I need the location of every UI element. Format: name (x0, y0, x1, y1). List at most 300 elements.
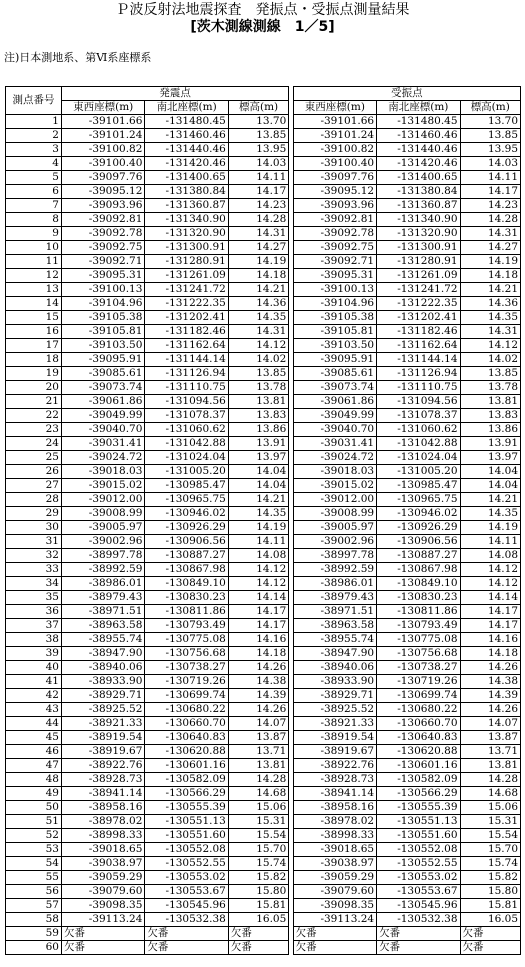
table-row (6, 563, 521, 577)
receiver-elevation: 14.28 (460, 773, 520, 787)
point-number: 18 (6, 353, 62, 367)
receiver-easting: -39097.76 (293, 171, 376, 185)
table-row (6, 885, 521, 899)
table-row (6, 577, 521, 591)
receiver-northing: -130965.75 (377, 493, 460, 507)
source-easting: -39100.40 (61, 157, 144, 171)
receiver-northing: -131320.90 (377, 227, 460, 241)
table-row (6, 535, 521, 549)
receiver-elevation: 13.83 (460, 409, 520, 423)
receiver-elevation: 14.21 (460, 493, 520, 507)
receiver-easting: -38919.67 (293, 745, 376, 759)
receiver-easting: -39079.60 (293, 885, 376, 899)
table-row (6, 815, 521, 829)
point-number: 39 (6, 647, 62, 661)
header-source: 発震点 (61, 87, 288, 101)
receiver-elevation: 14.39 (460, 689, 520, 703)
receiver-easting: -39100.82 (293, 143, 376, 157)
receiver-easting: -38997.78 (293, 549, 376, 563)
receiver-northing: -131202.41 (377, 311, 460, 325)
receiver-northing: -130566.29 (377, 787, 460, 801)
source-elevation: 16.05 (228, 913, 288, 927)
receiver-easting: -39049.99 (293, 409, 376, 423)
receiver-northing: -130660.70 (377, 717, 460, 731)
table-row (6, 871, 521, 885)
receiver-elevation: 15.31 (460, 815, 520, 829)
receiver-northing: -131380.84 (377, 185, 460, 199)
source-easting: -38986.01 (61, 577, 144, 591)
receiver-elevation: 15.81 (460, 899, 520, 913)
receiver-easting: -39038.97 (293, 857, 376, 871)
source-northing: -130566.29 (145, 787, 228, 801)
table-row (6, 633, 521, 647)
receiver-easting: -38940.06 (293, 661, 376, 675)
source-easting: -39100.82 (61, 143, 144, 157)
source-northing: -131094.56 (145, 395, 228, 409)
source-northing: -130545.96 (145, 899, 228, 913)
source-northing: -131005.20 (145, 465, 228, 479)
source-elevation: 14.19 (228, 521, 288, 535)
receiver-easting: -39092.71 (293, 255, 376, 269)
source-elevation: 14.14 (228, 591, 288, 605)
point-number: 35 (6, 591, 62, 605)
source-easting: -39092.78 (61, 227, 144, 241)
source-easting: -38979.43 (61, 591, 144, 605)
receiver-elevation: 14.11 (460, 535, 520, 549)
receiver-easting: -39008.99 (293, 507, 376, 521)
table-row (6, 717, 521, 731)
receiver-elevation: 14.12 (460, 563, 520, 577)
receiver-northing: -130926.29 (377, 521, 460, 535)
source-easting: -39038.97 (61, 857, 144, 871)
source-northing: -131400.65 (145, 171, 228, 185)
table-row (6, 241, 521, 255)
source-northing: -130552.55 (145, 857, 228, 871)
source-elevation: 13.91 (228, 437, 288, 451)
receiver-elevation: 14.23 (460, 199, 520, 213)
table-row-missing (6, 927, 521, 941)
table-row (6, 731, 521, 745)
source-easting: -38928.73 (61, 773, 144, 787)
point-number: 11 (6, 255, 62, 269)
point-number: 36 (6, 605, 62, 619)
source-elevation: 14.21 (228, 283, 288, 297)
receiver-easting: -38971.51 (293, 605, 376, 619)
source-northing: -130640.83 (145, 731, 228, 745)
receiver-easting: -39105.81 (293, 325, 376, 339)
source-elevation: 14.28 (228, 773, 288, 787)
source-northing: -131480.45 (145, 115, 228, 129)
source-northing: -131380.84 (145, 185, 228, 199)
source-elevation: 14.19 (228, 255, 288, 269)
table-row (6, 647, 521, 661)
source-easting: -39098.35 (61, 899, 144, 913)
receiver-easting: -39012.00 (293, 493, 376, 507)
source-elevation: 14.17 (228, 605, 288, 619)
source-easting: -39095.31 (61, 269, 144, 283)
source-easting: -39005.97 (61, 521, 144, 535)
receiver-northing: -130545.96 (377, 899, 460, 913)
receiver-elevation: 14.14 (460, 591, 520, 605)
source-elevation: 13.81 (228, 759, 288, 773)
source-easting: -39049.99 (61, 409, 144, 423)
receiver-easting: -39018.65 (293, 843, 376, 857)
point-number: 24 (6, 437, 62, 451)
source-elevation: 13.86 (228, 423, 288, 437)
table-row (6, 703, 521, 717)
receiver-easting: -38998.33 (293, 829, 376, 843)
table-row (6, 381, 521, 395)
point-number: 41 (6, 675, 62, 689)
receiver-easting: -39105.38 (293, 311, 376, 325)
receiver-elevation: 14.04 (460, 465, 520, 479)
source-elevation: 15.31 (228, 815, 288, 829)
point-number: 26 (6, 465, 62, 479)
source-elevation: 14.18 (228, 647, 288, 661)
point-number: 28 (6, 493, 62, 507)
table-row (6, 395, 521, 409)
source-elevation: 14.26 (228, 703, 288, 717)
table-row (6, 843, 521, 857)
source-elevation: 14.12 (228, 563, 288, 577)
source-northing: -131024.04 (145, 451, 228, 465)
source-elevation: 15.81 (228, 899, 288, 913)
receiver-easting: -39059.29 (293, 871, 376, 885)
source-northing: -131078.37 (145, 409, 228, 423)
receiver-easting: -38979.43 (293, 591, 376, 605)
source-easting: -38941.14 (61, 787, 144, 801)
source-easting: -38925.52 (61, 703, 144, 717)
table-row (6, 409, 521, 423)
missing-label: 欠番 (460, 941, 520, 955)
source-elevation: 14.35 (228, 311, 288, 325)
point-number: 10 (6, 241, 62, 255)
receiver-elevation: 14.36 (460, 297, 520, 311)
receiver-northing: -130867.98 (377, 563, 460, 577)
table-row (6, 549, 521, 563)
receiver-elevation: 13.78 (460, 381, 520, 395)
source-northing: -130926.29 (145, 521, 228, 535)
point-number: 9 (6, 227, 62, 241)
point-number: 12 (6, 269, 62, 283)
receiver-elevation: 14.19 (460, 255, 520, 269)
receiver-elevation: 13.87 (460, 731, 520, 745)
receiver-northing: -130738.27 (377, 661, 460, 675)
source-elevation: 14.02 (228, 353, 288, 367)
receiver-northing: -130849.10 (377, 577, 460, 591)
receiver-elevation: 14.16 (460, 633, 520, 647)
source-elevation: 13.71 (228, 745, 288, 759)
table-row-missing (6, 941, 521, 955)
source-easting: -38978.02 (61, 815, 144, 829)
receiver-elevation: 14.11 (460, 171, 520, 185)
receiver-elevation: 14.28 (460, 213, 520, 227)
point-number: 1 (6, 115, 62, 129)
receiver-easting: -39018.03 (293, 465, 376, 479)
source-northing: -131162.64 (145, 339, 228, 353)
receiver-easting: -39100.13 (293, 283, 376, 297)
source-easting: -38929.71 (61, 689, 144, 703)
source-elevation: 14.31 (228, 227, 288, 241)
receiver-northing: -130680.22 (377, 703, 460, 717)
source-northing: -130985.47 (145, 479, 228, 493)
receiver-elevation: 14.26 (460, 661, 520, 675)
receiver-northing: -130620.88 (377, 745, 460, 759)
receiver-elevation: 13.81 (460, 395, 520, 409)
receiver-easting: -38921.33 (293, 717, 376, 731)
source-easting: -38921.33 (61, 717, 144, 731)
receiver-easting: -39024.72 (293, 451, 376, 465)
header-receiver: 受振点 (293, 87, 520, 101)
source-northing: -131261.09 (145, 269, 228, 283)
point-number: 21 (6, 395, 62, 409)
source-elevation: 14.18 (228, 269, 288, 283)
source-easting: -39095.91 (61, 353, 144, 367)
receiver-easting: -38992.59 (293, 563, 376, 577)
receiver-northing: -131420.46 (377, 157, 460, 171)
point-number: 2 (6, 129, 62, 143)
source-elevation: 13.85 (228, 367, 288, 381)
receiver-easting: -38928.73 (293, 773, 376, 787)
source-northing: -131460.46 (145, 129, 228, 143)
source-northing: -130946.02 (145, 507, 228, 521)
source-easting: -39040.70 (61, 423, 144, 437)
source-northing: -131360.87 (145, 199, 228, 213)
point-number: 33 (6, 563, 62, 577)
receiver-northing: -130551.13 (377, 815, 460, 829)
source-easting: -39105.38 (61, 311, 144, 325)
source-northing: -131182.46 (145, 325, 228, 339)
point-number: 43 (6, 703, 62, 717)
receiver-northing: -130985.47 (377, 479, 460, 493)
header-source-northing: 南北座標(m) (145, 101, 228, 115)
missing-label: 欠番 (145, 941, 228, 955)
source-elevation: 14.39 (228, 689, 288, 703)
source-northing: -131144.14 (145, 353, 228, 367)
receiver-northing: -130553.02 (377, 871, 460, 885)
point-number: 44 (6, 717, 62, 731)
receiver-elevation: 14.17 (460, 619, 520, 633)
source-northing: -130965.75 (145, 493, 228, 507)
point-number: 52 (6, 829, 62, 843)
source-easting: -39018.65 (61, 843, 144, 857)
receiver-easting: -38958.16 (293, 801, 376, 815)
receiver-northing: -131094.56 (377, 395, 460, 409)
receiver-easting: -39005.97 (293, 521, 376, 535)
point-number: 8 (6, 213, 62, 227)
point-number: 38 (6, 633, 62, 647)
point-number: 15 (6, 311, 62, 325)
receiver-elevation: 14.27 (460, 241, 520, 255)
source-easting: -39061.86 (61, 395, 144, 409)
source-elevation: 14.21 (228, 493, 288, 507)
missing-label: 欠番 (145, 927, 228, 941)
point-number: 40 (6, 661, 62, 675)
header-receiver-elevation: 標高(m) (460, 101, 520, 115)
source-elevation: 14.04 (228, 465, 288, 479)
receiver-northing: -130719.26 (377, 675, 460, 689)
point-number: 32 (6, 549, 62, 563)
receiver-elevation: 14.12 (460, 339, 520, 353)
source-northing: -130906.56 (145, 535, 228, 549)
table-row (6, 227, 521, 241)
source-elevation: 15.82 (228, 871, 288, 885)
source-easting: -38992.59 (61, 563, 144, 577)
source-northing: -130660.70 (145, 717, 228, 731)
receiver-easting: -39095.91 (293, 353, 376, 367)
point-number: 19 (6, 367, 62, 381)
source-northing: -131320.90 (145, 227, 228, 241)
source-elevation: 14.38 (228, 675, 288, 689)
receiver-easting: -39092.75 (293, 241, 376, 255)
source-easting: -39002.96 (61, 535, 144, 549)
point-number: 50 (6, 801, 62, 815)
source-elevation: 14.08 (228, 549, 288, 563)
receiver-easting: -38941.14 (293, 787, 376, 801)
source-elevation: 14.28 (228, 213, 288, 227)
source-elevation: 15.70 (228, 843, 288, 857)
source-northing: -131280.91 (145, 255, 228, 269)
point-number: 57 (6, 899, 62, 913)
receiver-northing: -130552.08 (377, 843, 460, 857)
source-elevation: 14.26 (228, 661, 288, 675)
survey-table (5, 86, 521, 955)
source-elevation: 14.36 (228, 297, 288, 311)
point-number: 34 (6, 577, 62, 591)
table-row (6, 521, 521, 535)
source-easting: -39101.66 (61, 115, 144, 129)
receiver-elevation: 14.03 (460, 157, 520, 171)
receiver-northing: -130699.74 (377, 689, 460, 703)
receiver-elevation: 15.54 (460, 829, 520, 843)
source-northing: -130532.38 (145, 913, 228, 927)
point-number: 5 (6, 171, 62, 185)
source-elevation: 13.87 (228, 731, 288, 745)
table-row (6, 213, 521, 227)
missing-label: 欠番 (228, 941, 288, 955)
receiver-easting: -39002.96 (293, 535, 376, 549)
point-number: 29 (6, 507, 62, 521)
receiver-easting: -38986.01 (293, 577, 376, 591)
receiver-easting: -39073.74 (293, 381, 376, 395)
point-number: 14 (6, 297, 62, 311)
source-elevation: 14.07 (228, 717, 288, 731)
receiver-easting: -39015.02 (293, 479, 376, 493)
table-row (6, 689, 521, 703)
table-row (6, 255, 521, 269)
table-row (6, 199, 521, 213)
missing-label: 欠番 (293, 941, 376, 955)
table-row (6, 269, 521, 283)
source-easting: -39092.75 (61, 241, 144, 255)
source-elevation: 14.23 (228, 199, 288, 213)
point-number: 31 (6, 535, 62, 549)
header-source-easting: 東西座標(m) (61, 101, 144, 115)
table-row (6, 129, 521, 143)
source-northing: -130620.88 (145, 745, 228, 759)
receiver-easting: -39113.24 (293, 913, 376, 927)
table-row (6, 451, 521, 465)
source-easting: -38971.51 (61, 605, 144, 619)
receiver-elevation: 13.85 (460, 367, 520, 381)
receiver-elevation: 15.82 (460, 871, 520, 885)
source-northing: -130552.08 (145, 843, 228, 857)
point-number: 54 (6, 857, 62, 871)
receiver-northing: -131241.72 (377, 283, 460, 297)
receiver-easting: -38922.76 (293, 759, 376, 773)
receiver-elevation: 15.74 (460, 857, 520, 871)
table-row (6, 759, 521, 773)
source-elevation: 15.80 (228, 885, 288, 899)
receiver-easting: -39092.81 (293, 213, 376, 227)
header-receiver-northing: 南北座標(m) (377, 101, 460, 115)
point-number: 37 (6, 619, 62, 633)
receiver-elevation: 13.70 (460, 115, 520, 129)
point-number: 48 (6, 773, 62, 787)
source-northing: -130553.67 (145, 885, 228, 899)
receiver-elevation: 14.08 (460, 549, 520, 563)
header-source-elevation: 標高(m) (228, 101, 288, 115)
table-row (6, 829, 521, 843)
source-elevation: 14.35 (228, 507, 288, 521)
source-northing: -131440.46 (145, 143, 228, 157)
page-subtitle: [茨木測線測線 1／5] (190, 19, 335, 35)
source-northing: -131420.46 (145, 157, 228, 171)
table-row (6, 675, 521, 689)
receiver-easting: -39101.24 (293, 129, 376, 143)
table-row (6, 423, 521, 437)
source-northing: -130887.27 (145, 549, 228, 563)
source-northing: -130719.26 (145, 675, 228, 689)
table-row (6, 171, 521, 185)
source-elevation: 13.70 (228, 115, 288, 129)
receiver-northing: -131280.91 (377, 255, 460, 269)
receiver-easting: -39101.66 (293, 115, 376, 129)
receiver-elevation: 14.31 (460, 227, 520, 241)
receiver-elevation: 15.80 (460, 885, 520, 899)
source-elevation: 14.31 (228, 325, 288, 339)
table-row (6, 283, 521, 297)
receiver-northing: -130946.02 (377, 507, 460, 521)
table-row (6, 479, 521, 493)
receiver-easting: -38925.52 (293, 703, 376, 717)
source-northing: -130811.86 (145, 605, 228, 619)
table-row (6, 437, 521, 451)
source-easting: -38955.74 (61, 633, 144, 647)
table-body (6, 115, 521, 955)
header-point-no: 測点番号 (6, 87, 62, 115)
missing-label: 欠番 (61, 941, 144, 955)
receiver-northing: -131222.35 (377, 297, 460, 311)
source-elevation: 13.85 (228, 129, 288, 143)
receiver-easting: -39098.35 (293, 899, 376, 913)
receiver-elevation: 14.02 (460, 353, 520, 367)
source-elevation: 13.78 (228, 381, 288, 395)
receiver-elevation: 14.18 (460, 647, 520, 661)
receiver-easting: -39095.12 (293, 185, 376, 199)
point-number: 17 (6, 339, 62, 353)
point-number: 23 (6, 423, 62, 437)
table-row (6, 619, 521, 633)
receiver-easting: -39100.40 (293, 157, 376, 171)
source-easting: -38933.90 (61, 675, 144, 689)
receiver-easting: -39061.86 (293, 395, 376, 409)
receiver-northing: -130552.55 (377, 857, 460, 871)
point-number: 59 (6, 927, 62, 941)
point-number: 6 (6, 185, 62, 199)
table-row (6, 311, 521, 325)
point-number: 58 (6, 913, 62, 927)
